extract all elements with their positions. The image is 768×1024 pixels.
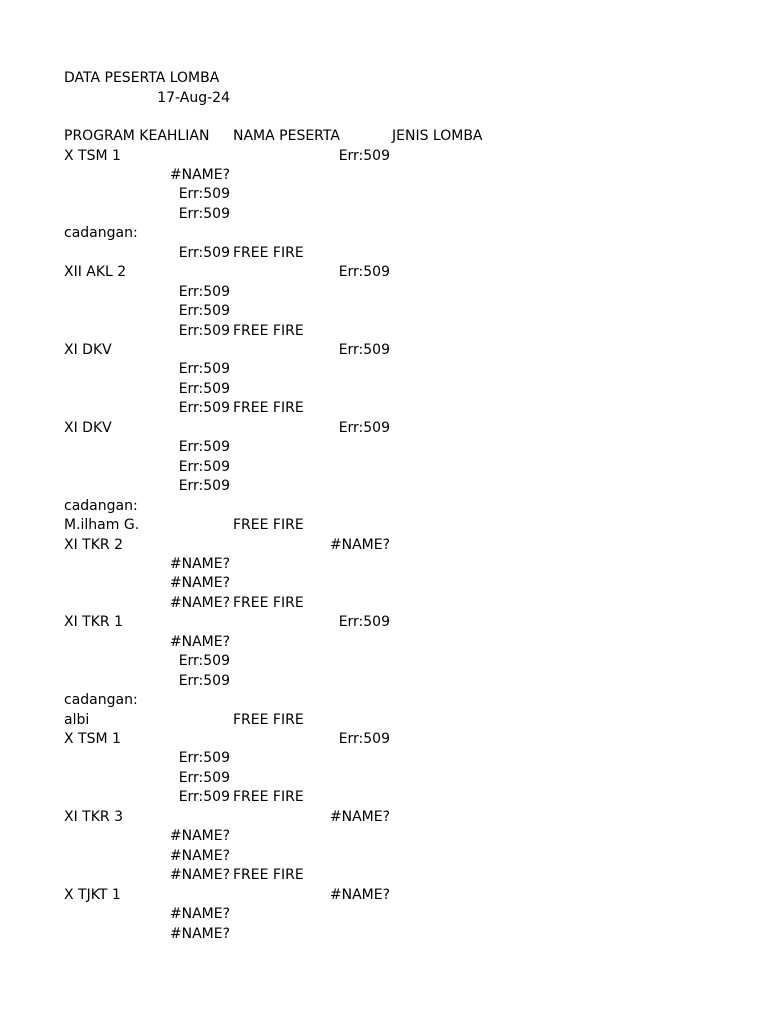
- program-keahlian-cell: X TJKT 1: [64, 886, 121, 903]
- program-keahlian-cell: X TSM 1: [64, 731, 121, 747]
- program-keahlian-cell: cadangan:: [64, 692, 138, 709]
- table-row: [0, 263, 768, 283]
- table-row: [0, 438, 768, 458]
- table-row: [0, 536, 768, 556]
- nama-peserta-cell: Err:509: [178, 303, 230, 320]
- table-row: [0, 360, 768, 380]
- table-row: [0, 224, 768, 244]
- document-title: DATA PESERTA LOMBA: [64, 70, 220, 86]
- nama-peserta-cell: #NAME?: [169, 867, 230, 884]
- nama-peserta-cell: Err:509: [178, 458, 230, 475]
- nama-peserta-cell: Err:509: [178, 322, 230, 339]
- table-row: [0, 555, 768, 575]
- nama-peserta-cell: Err:509: [178, 400, 230, 417]
- table-row: [0, 652, 768, 672]
- table-row: [0, 905, 768, 925]
- nama-peserta-cell: Err:509: [178, 439, 230, 456]
- jenis-lomba-cell: FREE FIRE: [233, 244, 304, 261]
- jenis-lomba-cell: FREE FIRE: [233, 517, 304, 534]
- table-row: [0, 925, 768, 945]
- table-row: [0, 283, 768, 303]
- jenis-lomba-cell: FREE FIRE: [233, 594, 304, 611]
- header-row: [0, 127, 768, 147]
- nama-peserta-cell: Err:509: [178, 672, 230, 689]
- program-keahlian-cell: XI TKR 2: [64, 536, 123, 553]
- table-row: [0, 866, 768, 886]
- nama-peserta-cell: #NAME?: [169, 166, 230, 183]
- table-row: [0, 399, 768, 419]
- jenis-lomba-cell: FREE FIRE: [233, 711, 304, 728]
- nama-peserta-cell: Err:509: [178, 205, 230, 222]
- nama-peserta-cell: Err:509: [178, 750, 230, 767]
- nama-peserta-cell: #NAME?: [169, 633, 230, 650]
- program-keahlian-cell: X TSM 1: [64, 147, 121, 164]
- formula-result-cell: #NAME?: [329, 808, 390, 825]
- nama-peserta-cell: Err:509: [178, 283, 230, 300]
- nama-peserta-cell: #NAME?: [169, 555, 230, 572]
- program-keahlian-cell: M.ilham G.: [64, 517, 140, 534]
- table-row: [0, 594, 768, 614]
- formula-result-cell: Err:509: [338, 264, 390, 281]
- formula-result-cell: Err:509: [338, 147, 390, 164]
- program-keahlian-cell: cadangan:: [64, 225, 138, 242]
- table-row: [0, 730, 768, 750]
- formula-result-cell: #NAME?: [329, 536, 390, 553]
- table-row: [0, 886, 768, 906]
- table-row: [0, 672, 768, 692]
- table-row: [0, 633, 768, 653]
- program-keahlian-cell: XI TKR 3: [64, 808, 123, 825]
- formula-result-cell: #NAME?: [329, 886, 390, 903]
- table-row: [0, 497, 768, 517]
- table-row: [0, 711, 768, 731]
- table-row: [0, 827, 768, 847]
- nama-peserta-cell: Err:509: [178, 653, 230, 670]
- table-row: [0, 516, 768, 536]
- header-jenis-lomba: JENIS LOMBA: [392, 128, 483, 144]
- header-program-keahlian: PROGRAM KEAHLIAN: [64, 128, 210, 144]
- document-date: 17-Aug-24: [157, 89, 230, 106]
- nama-peserta-cell: #NAME?: [169, 847, 230, 864]
- formula-result-cell: Err:509: [338, 731, 390, 747]
- table-row: [0, 147, 768, 167]
- table-row: [0, 185, 768, 205]
- nama-peserta-cell: #NAME?: [169, 906, 230, 923]
- table-row: [0, 166, 768, 186]
- date-row: [0, 89, 768, 109]
- nama-peserta-cell: Err:509: [178, 380, 230, 397]
- program-keahlian-cell: XII AKL 2: [64, 264, 127, 281]
- nama-peserta-cell: #NAME?: [169, 575, 230, 592]
- table-row: [0, 322, 768, 342]
- nama-peserta-cell: #NAME?: [169, 594, 230, 611]
- table-row: [0, 613, 768, 633]
- formula-result-cell: Err:509: [338, 614, 390, 631]
- program-keahlian-cell: XI DKV: [64, 342, 112, 358]
- title-row: [0, 69, 768, 89]
- program-keahlian-cell: albi: [64, 711, 90, 728]
- table-row: [0, 574, 768, 594]
- program-keahlian-cell: XI DKV: [64, 419, 112, 436]
- program-keahlian-cell: XI TKR 1: [64, 614, 123, 631]
- table-row: [0, 205, 768, 225]
- program-keahlian-cell: cadangan:: [64, 497, 138, 514]
- formula-result-cell: Err:509: [338, 419, 390, 436]
- table-row: [0, 749, 768, 769]
- table-row: [0, 380, 768, 400]
- jenis-lomba-cell: FREE FIRE: [233, 322, 304, 339]
- nama-peserta-cell: Err:509: [178, 478, 230, 495]
- table-row: [0, 458, 768, 478]
- nama-peserta-cell: Err:509: [178, 244, 230, 261]
- table-row: [0, 302, 768, 322]
- nama-peserta-cell: #NAME?: [169, 828, 230, 845]
- jenis-lomba-cell: FREE FIRE: [233, 867, 304, 884]
- nama-peserta-cell: Err:509: [178, 361, 230, 378]
- table-row: [0, 691, 768, 711]
- jenis-lomba-cell: FREE FIRE: [233, 400, 304, 417]
- table-row: [0, 808, 768, 828]
- table-row: [0, 419, 768, 439]
- jenis-lomba-cell: FREE FIRE: [233, 789, 304, 806]
- table-row: [0, 847, 768, 867]
- table-row: [0, 244, 768, 264]
- nama-peserta-cell: Err:509: [178, 789, 230, 806]
- nama-peserta-cell: Err:509: [178, 186, 230, 203]
- table-row: [0, 788, 768, 808]
- nama-peserta-cell: Err:509: [178, 769, 230, 786]
- table-row: [0, 477, 768, 497]
- table-row: [0, 341, 768, 361]
- header-nama-peserta: NAMA PESERTA: [233, 128, 340, 144]
- formula-result-cell: Err:509: [338, 342, 390, 358]
- nama-peserta-cell: #NAME?: [169, 925, 230, 942]
- table-row: [0, 769, 768, 789]
